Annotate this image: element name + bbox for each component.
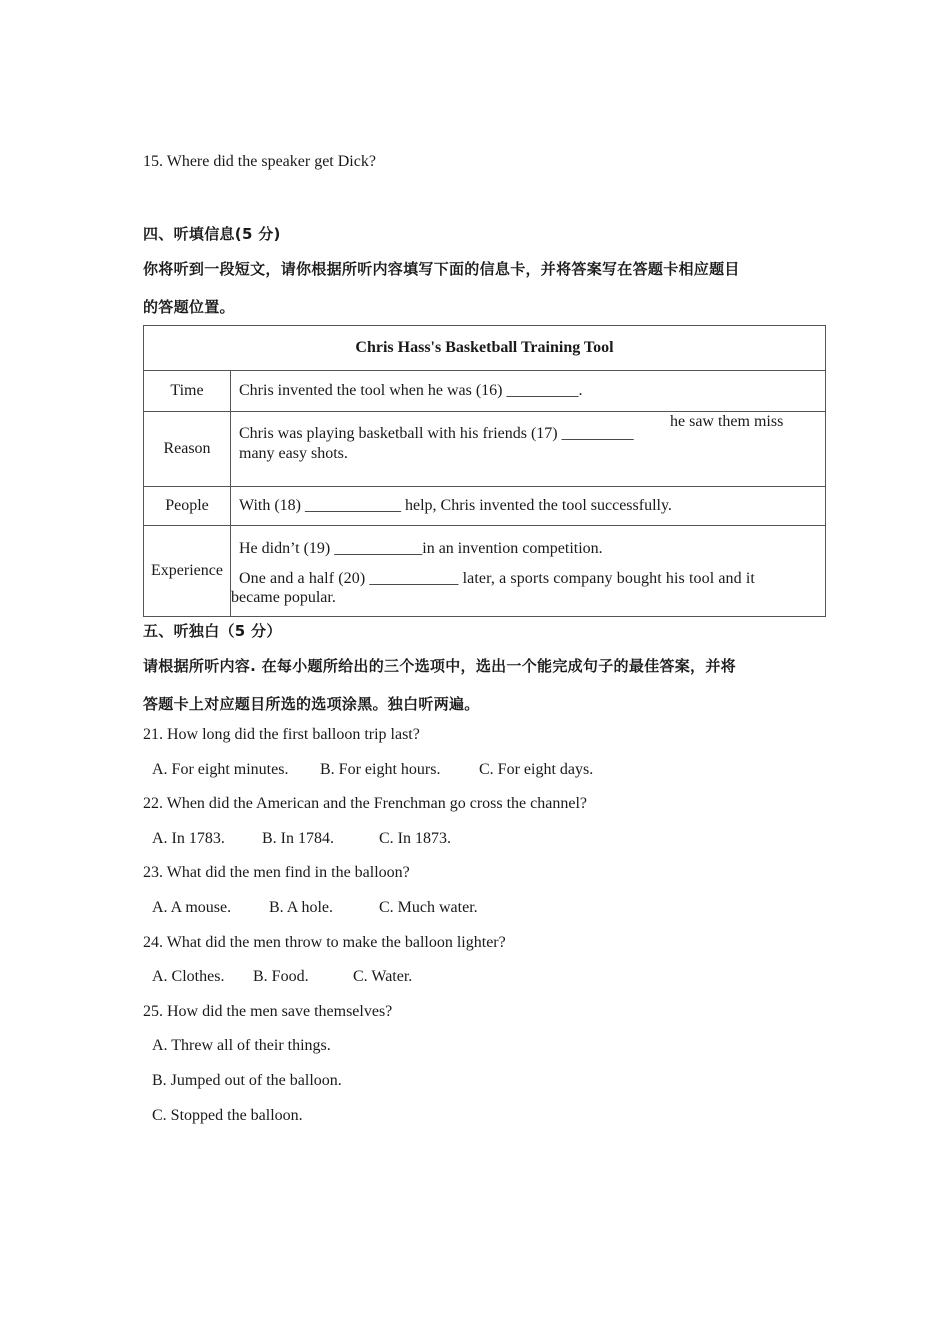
row-content-reason — [231, 412, 826, 487]
question-22: 22. When did the American and the Frenchman go cross the channel? — [143, 795, 588, 812]
option[interactable]: B. A hole. — [269, 899, 334, 916]
question-23: 23. What did the men find in the balloon? — [143, 864, 410, 881]
section-4-instruction-line2: 的答题位置。 — [143, 298, 235, 316]
info-card-table — [143, 325, 826, 617]
table-row — [144, 487, 826, 526]
question-24: 24. What did the men throw to make the balloon lighter? — [143, 934, 506, 951]
option[interactable]: C. Much water. — [379, 899, 478, 916]
option[interactable]: A. Clothes. — [152, 968, 225, 985]
option[interactable]: B. In 1784. — [262, 830, 334, 847]
section-5-instruction-line1: 请根据所听内容. 在每小题所给出的三个选项中，选出一个能完成句子的最佳答案，并将 — [143, 657, 736, 675]
option[interactable]: A. Threw all of their things. — [152, 1037, 331, 1054]
table-title-row — [144, 326, 826, 371]
table-title: Chris Hass's Basketball Training Tool — [144, 326, 826, 371]
section-5-title: 五、听独白（5 分） — [143, 622, 282, 640]
row-label-reason: Reason — [144, 412, 231, 487]
table-row — [144, 371, 826, 412]
reason-text-a: Chris was playing basketball with his friends (17) _________ — [239, 425, 634, 442]
experience-text-b: One and a half (20) ___________ later, a sports company bought his tool and it — [239, 570, 755, 587]
row-label-experience: Experience — [144, 526, 231, 617]
row-content-people: With (18) ____________ help, Chris invented the tool successfully. — [231, 487, 826, 526]
option[interactable]: C. For eight days. — [479, 761, 594, 778]
question-25: 25. How did the men save themselves? — [143, 1003, 393, 1020]
option[interactable]: B. For eight hours. — [320, 761, 441, 778]
reason-text-c: many easy shots. — [239, 445, 348, 462]
row-label-time: Time — [144, 371, 231, 412]
option[interactable]: A. In 1783. — [152, 830, 225, 847]
question-15: 15. Where did the speaker get Dick? — [143, 153, 376, 170]
question-21: 21. How long did the first balloon trip last? — [143, 726, 420, 743]
section-4-title: 四、听填信息(5 分) — [143, 225, 281, 243]
row-content-experience — [231, 526, 826, 617]
experience-text-c: became popular. — [231, 589, 336, 606]
option[interactable]: B. Jumped out of the balloon. — [152, 1072, 342, 1089]
table-row — [144, 412, 826, 487]
row-label-people: People — [144, 487, 231, 526]
option[interactable]: A. A mouse. — [152, 899, 232, 916]
experience-text-a: He didn’t (19) ___________in an invention competition. — [239, 540, 603, 557]
option[interactable]: C. Water. — [353, 968, 413, 985]
table-row — [144, 526, 826, 617]
option[interactable]: C. In 1873. — [379, 830, 451, 847]
row-content-time: Chris invented the tool when he was (16) _________. — [231, 371, 826, 412]
reason-text-b: he saw them miss — [670, 413, 784, 430]
option[interactable]: A. For eight minutes. — [152, 761, 289, 778]
option[interactable]: B. Food. — [253, 968, 309, 985]
option[interactable]: C. Stopped the balloon. — [152, 1107, 303, 1124]
section-5-instruction-line2: 答题卡上对应题目所选的选项涂黑。独白听两遍。 — [143, 695, 480, 713]
section-4-instruction-line1: 你将听到一段短文，请你根据所听内容填写下面的信息卡，并将答案写在答题卡相应题目 — [143, 260, 740, 278]
